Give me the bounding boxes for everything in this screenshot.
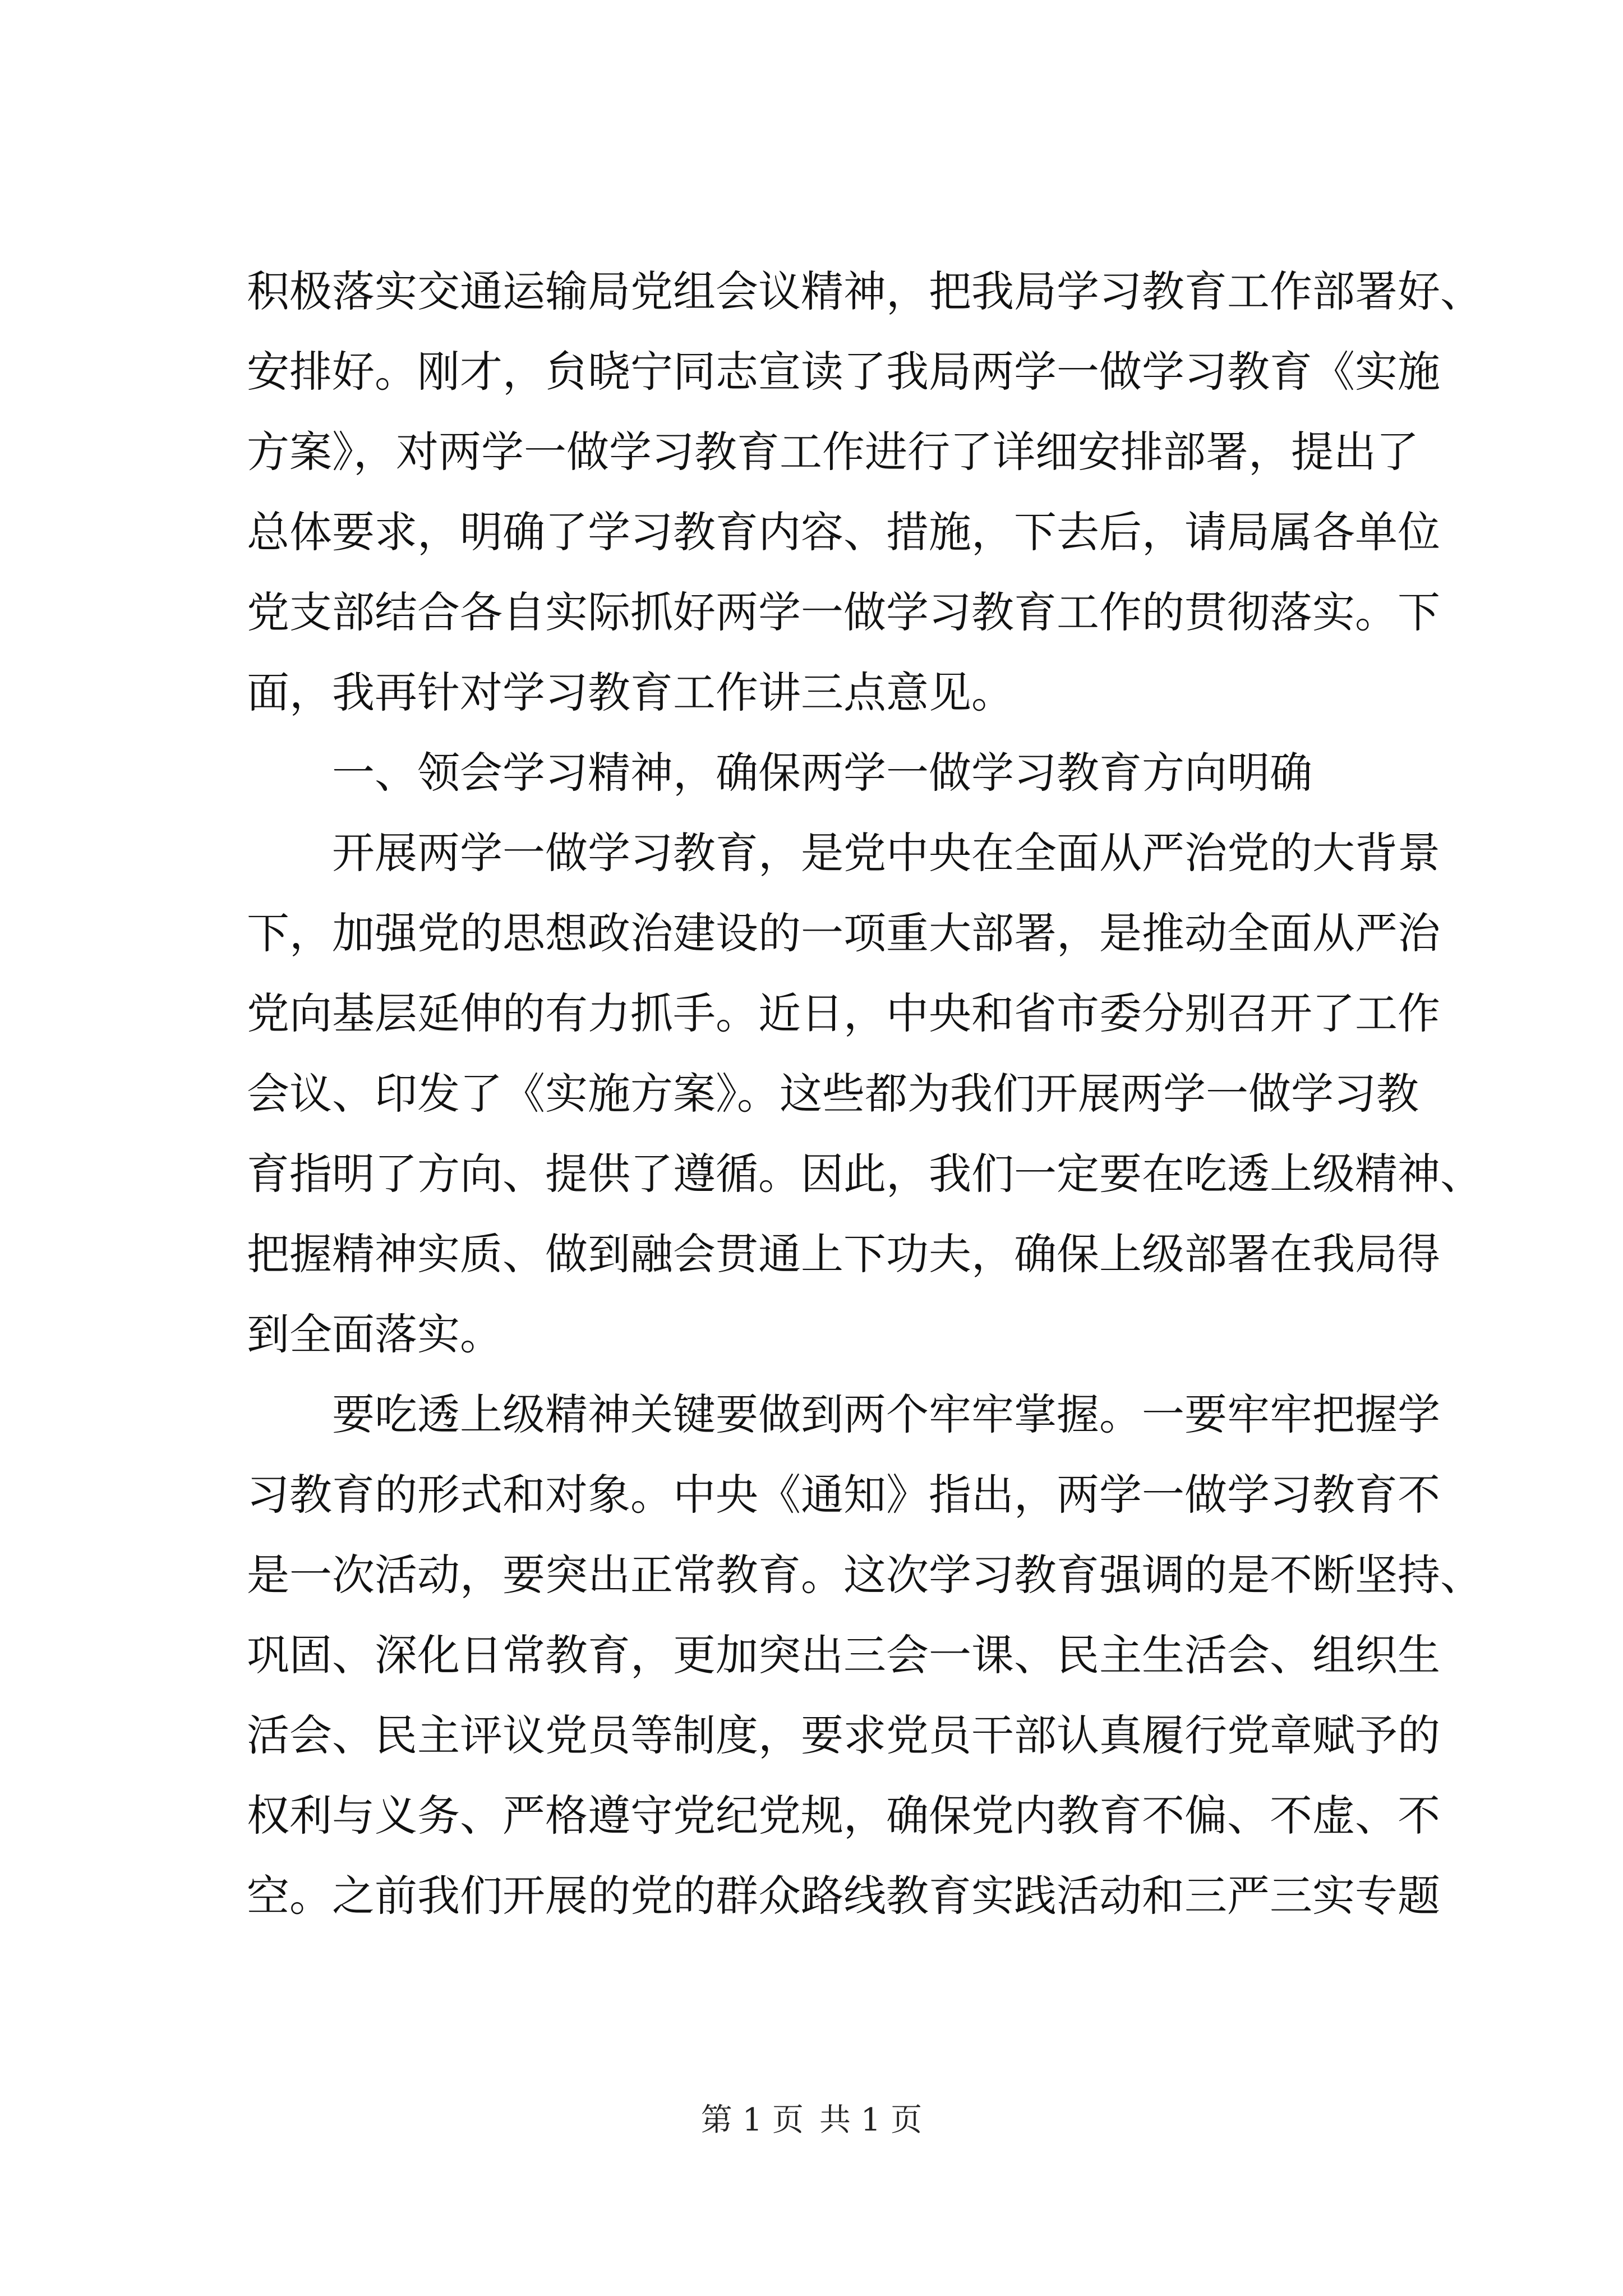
text-line: 到全面落实。 [247, 1309, 502, 1359]
page-footer [0, 2098, 1623, 2143]
text-line: 党支部结合各自实际抓好两学一做学习教育工作的贯彻落实。下 [247, 587, 1440, 637]
text-line: 活会、民主评议党员等制度，要求党员干部认真履行党章赋予的 [247, 1710, 1440, 1760]
text-line: 空。之前我们开展的党的群众路线教育实践活动和三严三实专题 [247, 1871, 1440, 1921]
page-total: 共 1 页 [819, 2102, 923, 2138]
text-line: 面，我再针对学习教育工作讲三点意见。 [247, 668, 1014, 717]
text-line: 把握精神实质、做到融会贯通上下功夫，确保上级部署在我局得 [247, 1229, 1440, 1279]
text-line: 下，加强党的思想政治建设的一项重大部署，是推动全面从严治 [247, 908, 1440, 958]
text-line: 方案》，对两学一做学习教育工作进行了详细安排部署，提出了 [247, 427, 1419, 477]
document-body [247, 251, 1481, 1936]
text-line: 会议、印发了《实施方案》。这些都为我们开展两学一做学习教 [247, 1069, 1419, 1119]
text-line: 巩固、深化日常教育，更加突出三会一课、民主生活会、组织生 [247, 1630, 1440, 1680]
text-line: 要吃透上级精神关键要做到两个牢牢掌握。一要牢牢把握学 [332, 1389, 1440, 1439]
text-line: 育指明了方向、提供了遵循。因此，我们一定要在吃透上级精神、 [247, 1149, 1483, 1199]
text-line: 积极落实交通运输局党组会议精神，把我局学习教育工作部署好、 [247, 266, 1483, 316]
text-line: 党向基层延伸的有力抓手。近日，中央和省市委分别召开了工作 [247, 988, 1440, 1038]
text-line: 总体要求，明确了学习教育内容、措施，下去后，请局属各单位 [247, 507, 1440, 557]
text-line: 安排好。刚才，贠晓宁同志宣读了我局两学一做学习教育《实施 [247, 347, 1440, 397]
text-line: 是一次活动，要突出正常教育。这次学习教育强调的是不断坚持、 [247, 1550, 1483, 1600]
text-line: 开展两学一做学习教育，是党中央在全面从严治党的大背景 [332, 828, 1440, 878]
page-number: 第 1 页 [700, 2102, 804, 2138]
section-heading: 一、领会学习精神，确保两学一做学习教育方向明确 [332, 748, 1312, 798]
text-line: 权利与义务、严格遵守党纪党规，确保党内教育不偏、不虚、不 [247, 1791, 1440, 1841]
text-line: 习教育的形式和对象。中央《通知》指出，两学一做学习教育不 [247, 1470, 1440, 1520]
